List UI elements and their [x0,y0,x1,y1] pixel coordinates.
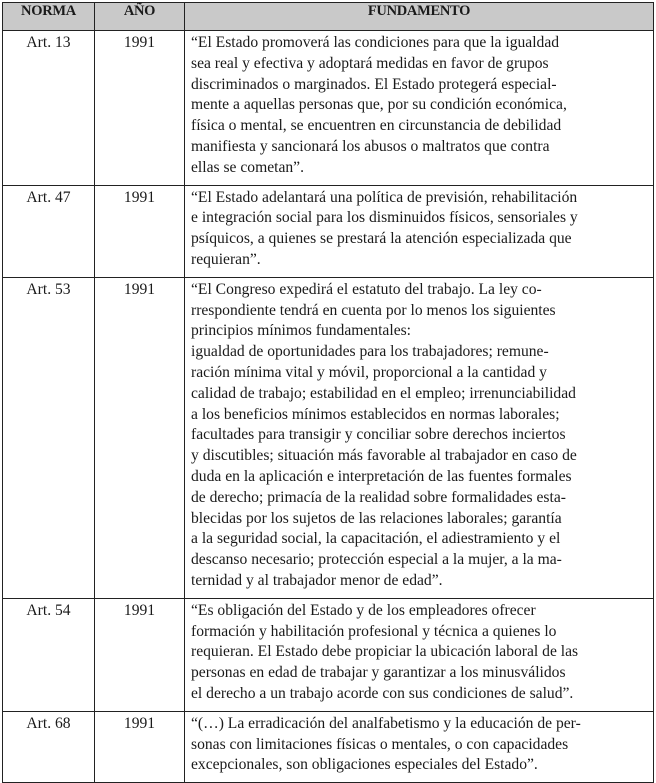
table-row [3,598,654,711]
fundamento-line: calidad de trabajo; estabilidad en el empleo; irrenunciabilidad [191,384,576,402]
table-row [3,185,654,277]
fundamento-cell [185,185,654,277]
table-row [3,711,654,782]
fundamento-line: discriminados o marginados. El Estado protegerá especial- [191,75,557,93]
header-norma: NORMA [3,3,95,31]
table-row [3,31,654,186]
fundamento-line: e integración social para los disminuidos físicos, sensoriales y [191,209,578,227]
fundamento-line: formación y habilitación profesional y técnica a quienes lo [191,622,557,640]
fundamento-line: el derecho a un trabajo acorde con sus condiciones de salud”. [191,684,574,702]
fundamento-line: “El Estado adelantará una política de previsión, rehabilitación [191,188,578,206]
fundamento-line: ración mínima vital y móvil, proporcional a la cantidad y [191,363,547,381]
fundamento-cell [185,598,654,711]
fundamento-line: facultades para transigir y conciliar sobre derechos inciertos [191,426,566,444]
fundamento-line: física o mental, se encuentren en circunstancia de debilidad [191,117,562,135]
fundamento-line: y discutibles; situación más favorable al trabajador en caso de [191,447,577,465]
header-row [3,3,654,31]
table-row [3,277,654,598]
fundamento-line: “(…) La erradicación del analfabetismo y la educación de per- [191,714,581,732]
fundamento-line: manifiesta y sancionará los abusos o maltratos que contra [191,137,550,155]
fundamento-line: ternidad y al trabajador menor de edad”. [191,571,443,589]
anio-cell: 1991 [95,185,185,277]
fundamento-line: excepcionales, son obligaciones especiales del Estado”. [191,756,538,774]
norma-cell: Art. 53 [3,277,95,598]
fundamento-line: requieran”. [191,250,261,268]
norma-cell: Art. 47 [3,185,95,277]
fundamento-line: a la seguridad social, la capacitación, el adiestramiento y el [191,530,561,548]
anio-cell: 1991 [95,598,185,711]
fundamento-line: duda en la aplicación e interpretación de las fuentes formales [191,467,572,485]
fundamento-cell [185,31,654,186]
fundamento-line: personas en edad de trabajar y garantizar a los minusválidos [191,664,566,682]
anio-cell: 1991 [95,31,185,186]
fundamento-line: principios mínimos fundamentales: [191,322,412,340]
fundamento-line: igualdad de oportunidades para los trabajadores; remune- [191,343,549,361]
header-anio: AÑO [95,3,185,31]
norma-cell: Art. 13 [3,31,95,186]
fundamento-line: requieran. El Estado debe propiciar la ubicación laboral de las [191,643,579,661]
header-fundamento: FUNDAMENTO [185,3,654,31]
fundamento-line: sea real y efectiva y adoptará medidas en favor de grupos [191,54,549,72]
fundamento-line: “El Estado promoverá las condiciones para que la igualdad [191,34,560,51]
fundamento-line: rrespondiente tendrá en cuenta por lo menos los siguientes [191,301,556,319]
legal-norms-table [2,2,654,783]
fundamento-cell [185,711,654,782]
norma-cell: Art. 68 [3,711,95,782]
fundamento-line: “Es obligación del Estado y de los empleadores ofrecer [191,601,536,619]
anio-cell: 1991 [95,277,185,598]
norma-cell: Art. 54 [3,598,95,711]
fundamento-cell [185,277,654,598]
fundamento-line: mente a aquellas personas que, por su condición económica, [191,96,567,114]
anio-cell: 1991 [95,711,185,782]
fundamento-line: a los beneficios mínimos establecidos en normas laborales; [191,405,560,423]
fundamento-line: ellas se cometan”. [191,158,305,176]
fundamento-line: psíquicos, a quienes se prestará la atención especializada que [191,230,572,248]
fundamento-line: de derecho; primacía de la realidad sobre formalidades esta- [191,488,566,506]
fundamento-line: sonas con limitaciones físicas o mentales, o con capacidades [191,735,569,753]
fundamento-line: blecidas por los sujetos de las relaciones laborales; garantía [191,509,562,527]
fundamento-line: “El Congreso expedirá el estatuto del trabajo. La ley co- [191,280,542,298]
fundamento-line: descanso necesario; protección especial a la mujer, a la ma- [191,551,562,569]
